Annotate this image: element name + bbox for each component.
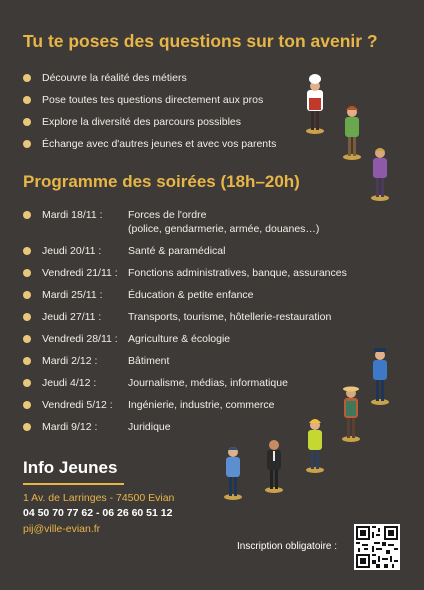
bullet-dot-icon	[23, 247, 31, 255]
bullet-dot-icon	[23, 269, 31, 277]
schedule-item	[23, 288, 347, 310]
schedule-date: Mardi 18/11 :	[42, 209, 103, 221]
info-title: Info Jeunes	[23, 458, 118, 477]
schedule-date: Mardi 9/12 :	[42, 421, 98, 433]
bullet-dot-icon	[23, 74, 31, 82]
schedule-date: Vendredi 21/11 :	[42, 267, 118, 279]
chef-figure-icon	[306, 74, 324, 134]
gardener-figure-icon	[343, 106, 361, 160]
schedule-item	[23, 398, 347, 420]
schedule-topic: Éducation & petite enfance	[128, 289, 254, 301]
bullet-dot-icon	[23, 291, 31, 299]
page-title: Tu te poses des questions sur ton avenir ?	[23, 31, 378, 51]
schedule-topic: Forces de l'ordre	[128, 209, 207, 221]
schedule-date: Mardi 2/12 :	[42, 355, 98, 367]
bullet-dot-icon	[23, 313, 31, 321]
schedule-topic: Ingénierie, industrie, commerce	[128, 399, 275, 411]
inscription-label: Inscription obligatoire :	[237, 541, 338, 552]
schedule-item	[23, 208, 347, 244]
bullet-dot-icon	[23, 118, 31, 126]
schedule-topic: Juridique	[128, 421, 171, 433]
schedule-date: Jeudi 27/11 :	[42, 311, 102, 323]
intro-bullet	[23, 133, 276, 155]
schedule-date: Vendredi 5/12 :	[42, 399, 113, 411]
schedule-list	[23, 208, 347, 442]
businessman-figure-icon	[265, 440, 283, 493]
bullet-dot-icon	[23, 423, 31, 431]
schedule-date: Jeudi 4/12 :	[42, 377, 97, 389]
schedule-item	[23, 332, 347, 354]
schedule-topic: Santé & paramédical	[128, 245, 226, 257]
info-email[interactable]: pij@ville-evian.fr	[23, 523, 101, 535]
bullet-dot-icon	[23, 140, 31, 148]
bullet-dot-icon	[23, 211, 31, 219]
bullet-dot-icon	[23, 96, 31, 104]
schedule-topic: Journalisme, médias, informatique	[128, 377, 288, 389]
qr-code-icon[interactable]	[354, 524, 400, 570]
schedule-item	[23, 354, 347, 376]
intro-bullet	[23, 111, 276, 133]
intro-bullet-text: Explore la diversité des parcours possibles	[42, 116, 242, 128]
schedule-item	[23, 310, 347, 332]
schedule-item	[23, 376, 347, 398]
intro-bullet-text: Pose toutes tes questions directement aux pros	[42, 94, 264, 106]
info-phones: 04 50 70 77 62 - 06 26 60 51 12	[23, 507, 173, 519]
programme-title: Programme des soirées (18h–20h)	[23, 172, 300, 191]
schedule-topic: Bâtiment	[128, 355, 170, 367]
intro-bullet-text: Découvre la réalité des métiers	[42, 72, 187, 84]
info-address: 1 Av. de Larringes - 74500 Evian	[23, 492, 175, 504]
police-figure-icon	[371, 348, 389, 405]
schedule-date: Vendredi 28/11 :	[42, 333, 118, 345]
schedule-topic: Transports, tourisme, hôtellerie-restauration	[128, 311, 332, 323]
bullet-dot-icon	[23, 379, 31, 387]
schedule-topic: Agriculture & écologie	[128, 333, 231, 345]
mechanic-figure-icon	[224, 447, 242, 500]
schedule-item	[23, 244, 347, 266]
intro-bullet	[23, 67, 276, 89]
schedule-topic: Fonctions administratives, banque, assurances	[128, 267, 347, 279]
schedule-item	[23, 266, 347, 288]
intro-bullet-list	[23, 67, 276, 155]
schedule-topic-detail: (police, gendarmerie, armée, douanes…)	[128, 223, 320, 235]
schedule-date: Jeudi 20/11 :	[42, 245, 102, 257]
info-divider	[23, 483, 124, 485]
bullet-dot-icon	[23, 401, 31, 409]
intro-bullet-text: Échange avec d'autres jeunes et avec vos parents	[42, 138, 277, 150]
bullet-dot-icon	[23, 357, 31, 365]
schedule-item	[23, 420, 347, 442]
bullet-dot-icon	[23, 335, 31, 343]
intro-bullet	[23, 89, 276, 111]
schedule-date: Mardi 25/11 :	[42, 289, 103, 301]
worker-figure-icon	[371, 148, 389, 201]
